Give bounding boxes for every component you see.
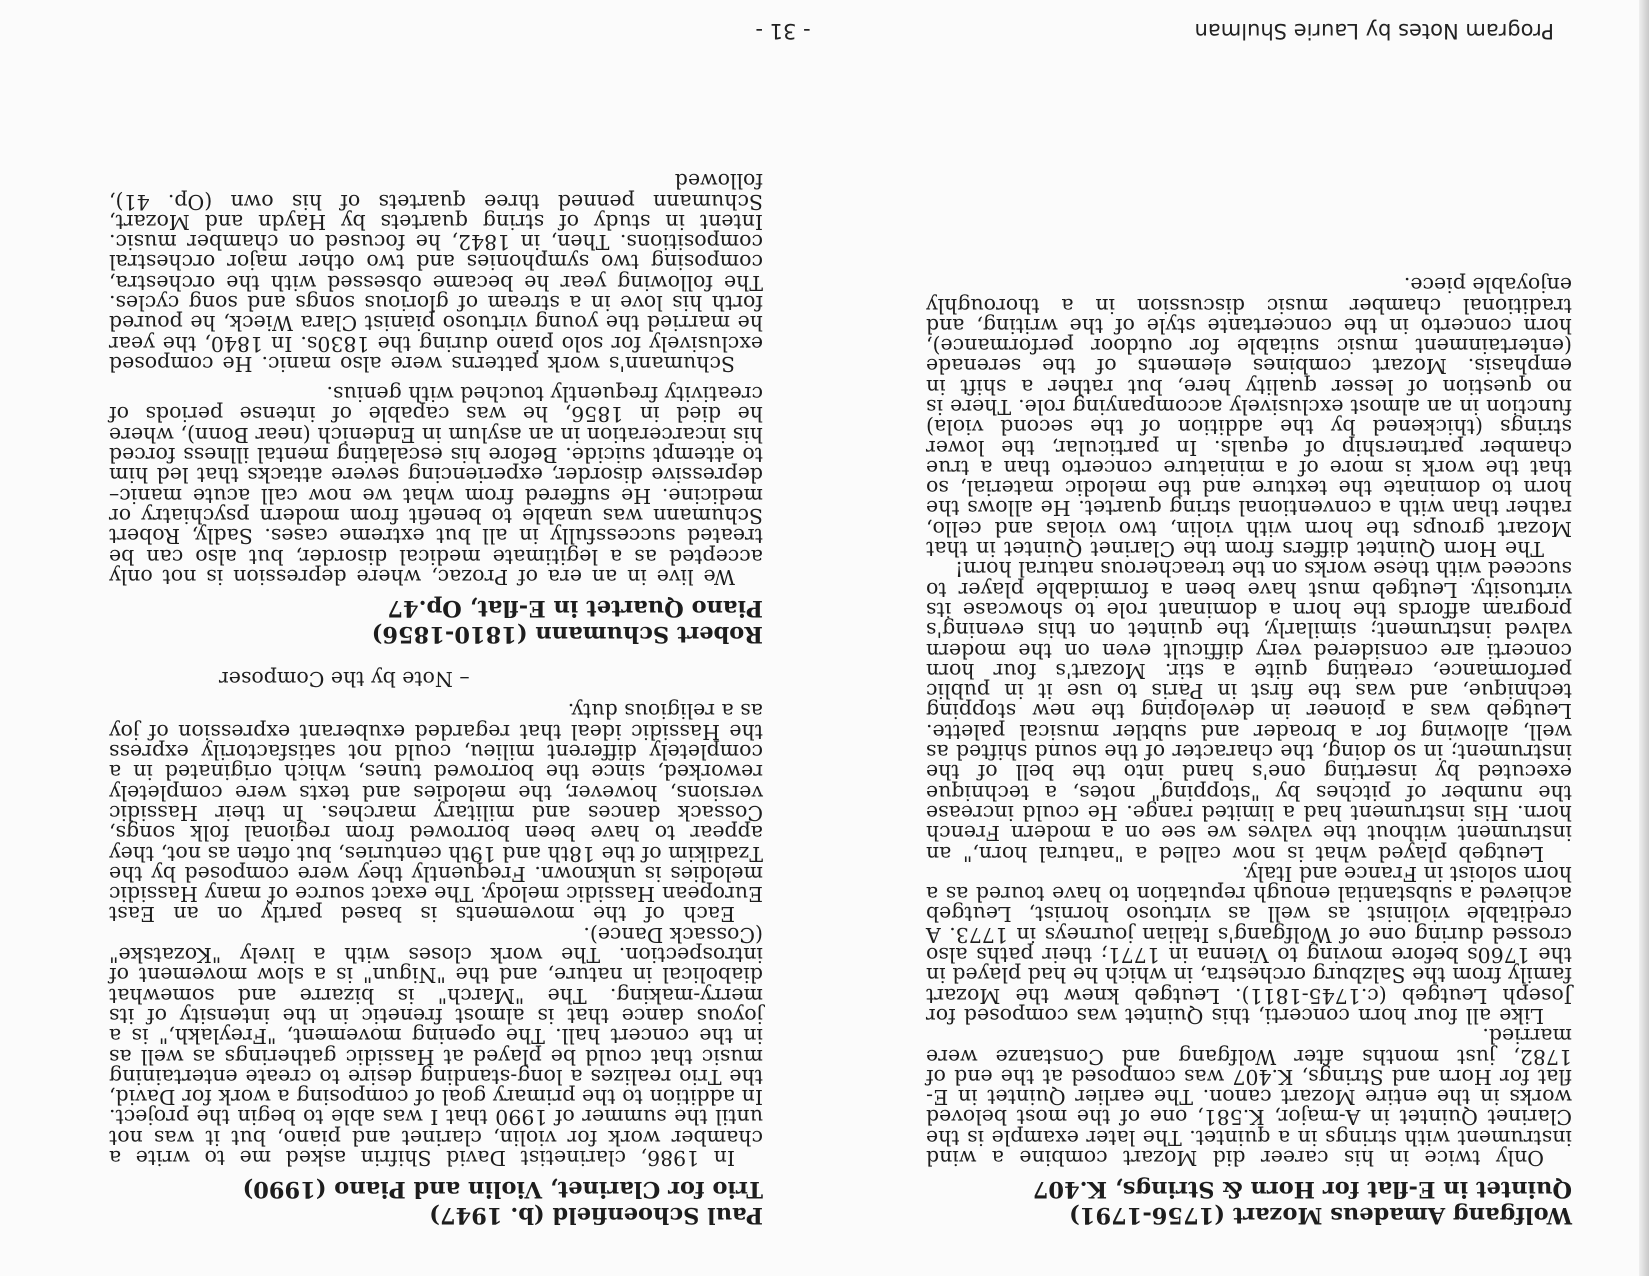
schumann-paragraph-1: We live in an era of Prozac, where depression is not only accepted as a legitimate medical disorder, but also can be treated successfully in all but extreme cases. Sadly, Robert Schumann was unable to benefit from modern psychiatry or medicine. He suffered from what we now call acute manic–depressive disorder, experiencing severe attacks that led him to attempt suicide. Before his escalating mental illness forced his incarceration in an asylum in Endenich (near Bonn), where he died in 1856, he was capable of intense periods of creativity frequently touched with genius. <box>109 382 763 589</box>
schoenfield-schumann-column <box>109 171 763 1228</box>
schumann-paragraph-2: Schumann's work patterns were also manic. He composed exclusively for solo piano during the 1830s. In 1840, the year he married the young virtuoso pianist Clara Wieck, he poured forth his love in a stream of glorious songs and song cycles. The following year he became obsessed with the orchestra, composing two symphonies and two other major orchestral compositions. Then, in 1842, he focused on chamber music. Intent in study of string quartets by Haydn and Mozart, Schumann penned three quartets of his own (Op. 41), followed <box>109 169 763 376</box>
mozart-composer-heading: Wolfgang Amadeus Mozart (1756-1791) <box>1069 1202 1572 1228</box>
mozart-column <box>926 275 1572 1228</box>
schumann-work-heading: Piano Quartet in E-flat, Op.47 <box>387 594 763 621</box>
mozart-paragraph-3: Leutgeb played what is now called a "natural horn," an instrument without the valves we see on a modern French horn. His instrument had a limited range. He could increase the number of pitches by "stopping" notes, a technique executed by inserting one's hand into the bell of the instrument; in so doing, the character of the sound shifted as well, allowing for a broader and subtler musical palette. Leutgeb was a pioneer in developing the new stopping technique, and was the first in Paris to use it in public performance, creating quite a stir. Mozart's four horn concerti are considered very difficult even on the modern valved instrument; similarly, the quintet on this evening's program affords the horn a dominant role to showcase its virtuosity. Leutgeb must have been a formidable player to succeed with these works on the treacherous natural horn! <box>926 557 1572 866</box>
schoenfield-composer-heading: Paul Schoenfield (b. 1947) <box>429 1202 763 1228</box>
running-head: Program Notes by Laurie Shulman <box>1194 19 1554 43</box>
schumann-composer-heading: Robert Schumann (1810-1856) <box>371 620 763 647</box>
page-number: - 31 - <box>755 19 811 43</box>
mozart-work-heading: Quintet in E-flat for Horn & Strings, K.407 <box>1032 1176 1572 1202</box>
schoenfield-paragraph-2: Each of the movements is based partly on an East European Hassidic melody. The exact source of many Hassidic melodies is unknown. Frequently they were composed by the Tzadikim of the 18th and 19th centuries, but often as not, they appear to have been borrowed from regional folk songs, Cossack dances and military marches. In their Hassidic versions, however, the melodies and texts were completely reworked, since the borrowed tunes, which originated in a completely different milieu, could not satisfactorily express the Hassidic ideal that regarded exuberant expression of joy as a religious duty. <box>109 699 763 927</box>
schoenfield-paragraph-1: In 1986, clarinetist David Shifrin asked me to write a chamber work for violin, clarinet and piano, but it was not until the summer of 1990 that I was able to begin the project. In addition to the primary goal of composing a work for David, the Trio realizes a long-standing desire to create entertaining music that could be played at Hassidic gatherings as well as in the concert hall. The opening movement, "Freylakh," is a joyous dance that is almost frenetic in the intensity of its merry-making. The "March" is bizarre and somewhat diabolical in nature, and the "Nigun" is a slow movement of introspection. The work closes with a lively "Kozatske" (Cossack Dance). <box>109 922 763 1170</box>
composer-note-signature: – Note by the Composer <box>219 667 470 692</box>
mozart-paragraph-1: Only twice in his career did Mozart combine a wind instrument with strings in a quintet. The later example is the Clarinet Quintet in A-major, K.581, one of the most beloved works in the entire Mozart canon. The earlier Quintet in E-flat for Horn and Strings, K.407 was composed at the end of 1782, just months after Wolfgang and Constanze were married. <box>926 1024 1572 1170</box>
scan-edge <box>1639 0 1649 1276</box>
mozart-paragraph-2: Like all four horn concerti, this Quintet was composed for Joseph Leutgeb (c.1745-1811). Leutgeb knew the Mozart family from the Salzburg orchestra, in which he had played in the 1760s before moving to Vienna in 1771; their paths also crossed during one of Wolfgang's Italian journeys in 1773. A creditable violinist as well as virtuoso hornist, Leutgeb achieved a substantial enough reputation to have toured as a horn soloist in France and Italy. <box>926 861 1572 1028</box>
mozart-paragraph-4: The Horn Quintet differs from the Clarinet Quintet in that Mozart groups the horn with violin, two violas and cello, rather than with a conventional string quartet. He allows the horn to dominate the texture and the melodic material, so that the work is more of a miniature concerto than a true chamber partnership of equals. In particular, the lower strings (thickened by the addition of the second viola) function in an almost exclusively accompanying role. There is no question of lesser quality here, but rather a shift in emphasis. Mozart combines elements of the serenade (entertainment music suitable for outdoor performance), horn concerto in the concertante style of the writing, and traditional chamber music discussion in a thoroughly enjoyable piece. <box>926 273 1572 562</box>
schoenfield-work-heading: Trio for Clarinet, Violin and Piano (1990) <box>242 1176 763 1202</box>
